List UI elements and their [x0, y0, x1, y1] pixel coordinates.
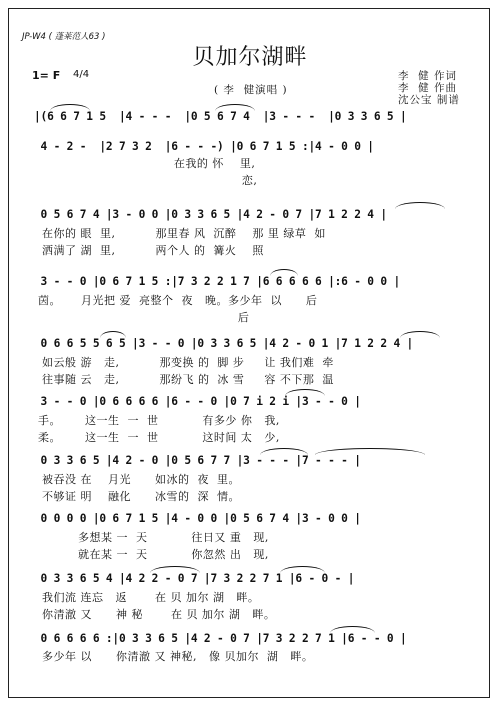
lyric-line: 在我的 怀 里,	[34, 157, 256, 170]
notation-line: 3 - - 0 |0 6 7 1 5 :|7 3 2 2 1 7 |6 6 6 6 6 |:6 - 0 0 |	[34, 275, 400, 288]
notation-line: 0 0 0 0 |0 6 7 1 5 |4 - 0 0 |0 5 6 7 4 |3 - 0 0 |	[34, 512, 361, 525]
lyric-line: 你清澈 又 神 秘 在 贝 加尔 湖 畔。	[34, 608, 276, 621]
slur-mark	[50, 104, 90, 111]
notation-line: 0 6 6 6 6 :|0 3 3 6 5 |4 2 - 0 7 |7 3 2 2 7 1 |6 - - 0 |	[34, 632, 407, 645]
slur-mark	[215, 104, 255, 111]
notation-line: 0 6 6 5 5 6 5 |3 - - 0 |0 3 3 6 5 |4 2 - 0 1 |7 1 2 2 4 |	[34, 337, 414, 350]
lyric-line: 往事随 云 走, 那纷飞 的 冰 雪 容 不下那 温	[34, 373, 334, 386]
time-signature: 4/4	[73, 69, 90, 80]
lyric-line: 洒满了 湖 里, 两个人 的 篝火 照	[34, 244, 264, 257]
slur-mark	[285, 389, 325, 396]
notation-line: |(6 6 7 1 5 |4 - - - |0 5 6 7 4 |3 - - - |0 3 3 6 5 |	[34, 110, 407, 123]
lyric-line: 我们流 连忘 返 在 贝 加尔 湖 畔。	[34, 591, 260, 604]
slur-mark	[270, 269, 298, 276]
slur-mark	[100, 331, 126, 338]
notation-line: 4 - 2 - |2 7 3 2 |6 - - -) |0 6 7 1 5 :|4 - 0 0 |	[34, 140, 374, 153]
composer-credit: 李 健 作曲	[398, 82, 458, 94]
key-signature: 1= F	[32, 69, 61, 82]
lyric-line: 后	[34, 311, 250, 324]
document-code: JP-W4 ( 蓬莱范人63 )	[22, 32, 106, 42]
lyric-line: 手。 这一生 一 世 有多少 你 我,	[34, 414, 280, 427]
slur-mark	[400, 331, 440, 338]
lyric-line: 多想某 一 天 往日又 重 现,	[34, 531, 269, 544]
notation-line: 0 5 6 7 4 |3 - 0 0 |0 3 3 6 5 |4 2 - 0 7 |7 1 2 2 4 |	[34, 208, 387, 221]
slur-mark	[280, 566, 325, 573]
notation-line: 0 3 3 6 5 4 |4 2 2 - 0 7 |7 3 2 2 7 1 |6 - 0 - |	[34, 572, 355, 585]
slur-mark	[150, 566, 200, 573]
notation-line: 3 - - 0 |0 6 6 6 6 |6 - - 0 |0 7 i 2 i |3 - - 0 |	[34, 395, 361, 408]
lyric-line: 在你的 眼 里, 那里春 风 沉醉 那 里 绿草 如	[34, 227, 326, 240]
slur-mark	[395, 202, 445, 209]
notation-line: 0 3 3 6 5 |4 2 - 0 |0 5 6 7 7 |3 - - - |7 - - - |	[34, 454, 361, 467]
slur-mark	[315, 448, 425, 455]
lyric-line: 被吞没 在 月光 如冰的 夜 里。	[34, 473, 240, 486]
singer-note: ( 李 健演唱 )	[214, 84, 288, 96]
slur-mark	[260, 448, 308, 455]
lyric-line: 如云般 游 走, 那变换 的 脚 步 让 我们难 牵	[34, 356, 334, 369]
lyric-line: 就在某 一 天 你忽然 出 现,	[34, 548, 269, 561]
song-title: 贝加尔湖畔	[192, 45, 308, 70]
lyric-line: 恋,	[34, 174, 258, 187]
slur-mark	[330, 626, 375, 633]
lyricist-credit: 李 健 作词	[398, 70, 458, 82]
lyric-line: 茵。 月光把 爱 亮整个 夜 晚。多少年 以 后	[34, 294, 318, 307]
lyric-line: 多少年 以 你清澈 又 神秘, 像 贝加尔 湖 畔。	[34, 650, 314, 663]
lyric-line: 柔。 这一生 一 世 这时间 太 少,	[34, 431, 280, 444]
lyric-line: 不够证 明 融化 冰雪的 深 情。	[34, 490, 240, 503]
arranger-credit: 沈公宝 制谱	[398, 94, 460, 106]
